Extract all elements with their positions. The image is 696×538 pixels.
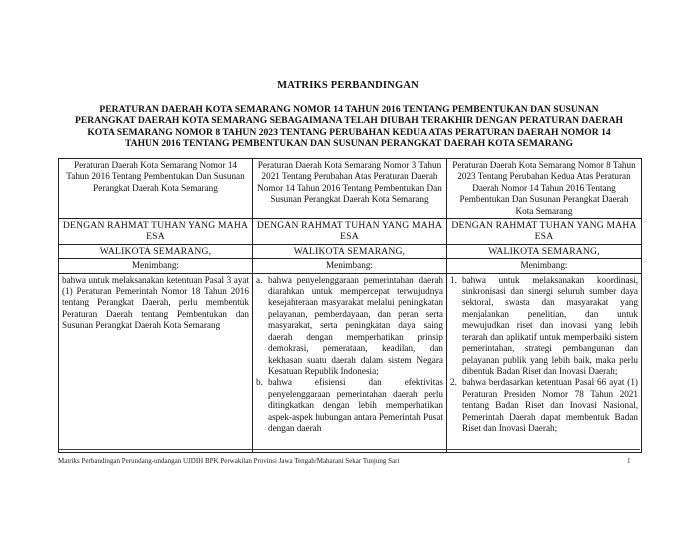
list-item: [450, 377, 638, 434]
subtitle-line: KOTA SEMARANG NOMOR 8 TAHUN 2023 TENTANG PERUBAHAN KEDUA ATAS PERATURAN DAERAH NOMOR 14: [87, 126, 611, 138]
document-title: MATRIKS PERBANDINGAN: [277, 80, 419, 91]
menimbang-cell: Menimbang:: [59, 259, 253, 273]
walikota-cell: WALIKOTA SEMARANG,: [253, 244, 447, 258]
list-item: [450, 275, 638, 378]
walikota-cell: WALIKOTA SEMARANG,: [447, 244, 642, 258]
menimbang-cell: Menimbang:: [447, 259, 642, 273]
footer-text: Matriks Perbandingan Perundang-undangan UJDIH BPK Perwakilan Provinsi Jawa Tengah/Maharani Sekar Tunjung Sari: [58, 457, 400, 465]
list-marker: 1.: [450, 274, 457, 285]
list-item-text: bahwa penyelenggaraan pemerintahan daerah diarahkan untuk mempercepat terwujudnya kesejahteraan masyarakat melalui peningkatan pelayanan, pemberdayaan, dan peran serta masyarakat, serta peningkatan daya saing daerah dengan memperhatikan prinsip demokrasi, pemerataan, keadilan, dan kekhasan suatu daerah dalam sistem Negara Kesatuan Republik Indonesia;: [268, 274, 443, 376]
list-marker: 2.: [450, 377, 457, 388]
list-item: [256, 377, 443, 434]
rahmat-cell: DENGAN RAHMAT TUHAN YANG MAHA ESA: [447, 219, 642, 245]
consideration-text: bahwa untuk melaksanakan ketentuan Pasal 3 ayat (1) Peraturan Pemerintah Nomor 18 Tahun 2016 tentang Perangkat Daerah, perlu membentuk Peraturan Daerah tentang Pembentukan dan Susunan Perangkat Daerah Kota Semarang: [62, 274, 249, 331]
subtitle-line: PERANGKAT DAERAH KOTA SEMARANG SEBAGAIMANA TELAH DIUBAH TERAKHIR DENGAN PERATURAN DAERAH: [75, 115, 623, 127]
rahmat-cell: DENGAN RAHMAT TUHAN YANG MAHA ESA: [253, 219, 447, 245]
list-item-text: bahwa untuk melaksanakan koordinasi, sinkronisasi dan sinergi seluruh sumber daya sektoral, swasta dan masyarakat yang menjalankan penelitian, dan untuk mewujudkan riset dan inovasi yang lebih terarah dan aplikatif untuk memperbaiki sistem pemerintahan, strategi pembangunan dan pelayanan publik yang lebih baik, maka perlu dibentuk Badan Riset dan Inovasi Daerah;: [462, 274, 638, 376]
table-row-rahmat: [59, 219, 642, 245]
list-item-text: bahwa berdasarkan ketentuan Pasal 66 ayat (1) Peraturan Presiden Nomor 78 Tahun 2021 tentang Badan Riset dan Inovasi Nasional, Pemerintah Daerah dapat membentuk Badan Riset dan Inovasi Daerah;: [462, 377, 638, 433]
subtitle-line: TAHUN 2016 TENTANG PEMBENTUKAN DAN SUSUNAN PERANGKAT DAERAH KOTA SEMARANG: [124, 138, 573, 150]
table-header-row: [59, 159, 642, 219]
list-marker: b.: [256, 377, 263, 388]
consideration-cell-2016: [59, 273, 253, 452]
subtitle-line: PERATURAN DAERAH KOTA SEMARANG NOMOR 14 TAHUN 2016 TENTANG PEMBENTUKAN DAN SUSUNAN: [99, 104, 599, 115]
comparison-table: [58, 158, 642, 453]
table-row-considerations: [59, 273, 642, 452]
table-row-walikota: [59, 244, 642, 258]
rahmat-cell: DENGAN RAHMAT TUHAN YANG MAHA ESA: [59, 219, 253, 245]
walikota-cell: WALIKOTA SEMARANG,: [59, 244, 253, 258]
table-row-menimbang: [59, 259, 642, 273]
header-cell-perda-2023: Peraturan Daerah Kota Semarang Nomor 8 Tahun 2023 Tentang Perubahan Kedua Atas Peraturan Daerah Nomor 14 Tahun 2016 Tentang Pembentukan Dan Susunan Perangkat Daerah Kota Semarang: [447, 159, 642, 219]
list-item-text: bahwa efisiensi dan efektivitas penyelenggaraan pemerintahan daerah perlu ditingkatkan dengan lebih memperhatikan aspek-aspek hubungan antara Pemerintah Pusat dengan daerah: [268, 377, 443, 433]
menimbang-cell: Menimbang:: [253, 259, 447, 273]
consideration-cell-2021: [253, 273, 447, 452]
header-cell-perda-2016: Peraturan Daerah Kota Semarang Nomor 14 Tahun 2016 Tentang Pembentukan Dan Susunan Perangkat Daerah Kota Semarang: [59, 159, 253, 219]
page-number: 1: [627, 457, 631, 465]
consideration-cell-2023: [447, 273, 642, 452]
header-cell-perda-2021: Peraturan Daerah Kota Semarang Nomor 3 Tahun 2021 Tentang Perubahan Atas Peraturan Daerah Nomor 14 Tahun 2016 Tentang Pembentukan Dan Susunan Perangkat Daerah Kota Semarang: [253, 159, 447, 219]
document-subtitle: [58, 104, 640, 150]
list-item: [256, 275, 443, 378]
footer-divider: [58, 449, 640, 450]
list-marker: a.: [256, 274, 263, 285]
